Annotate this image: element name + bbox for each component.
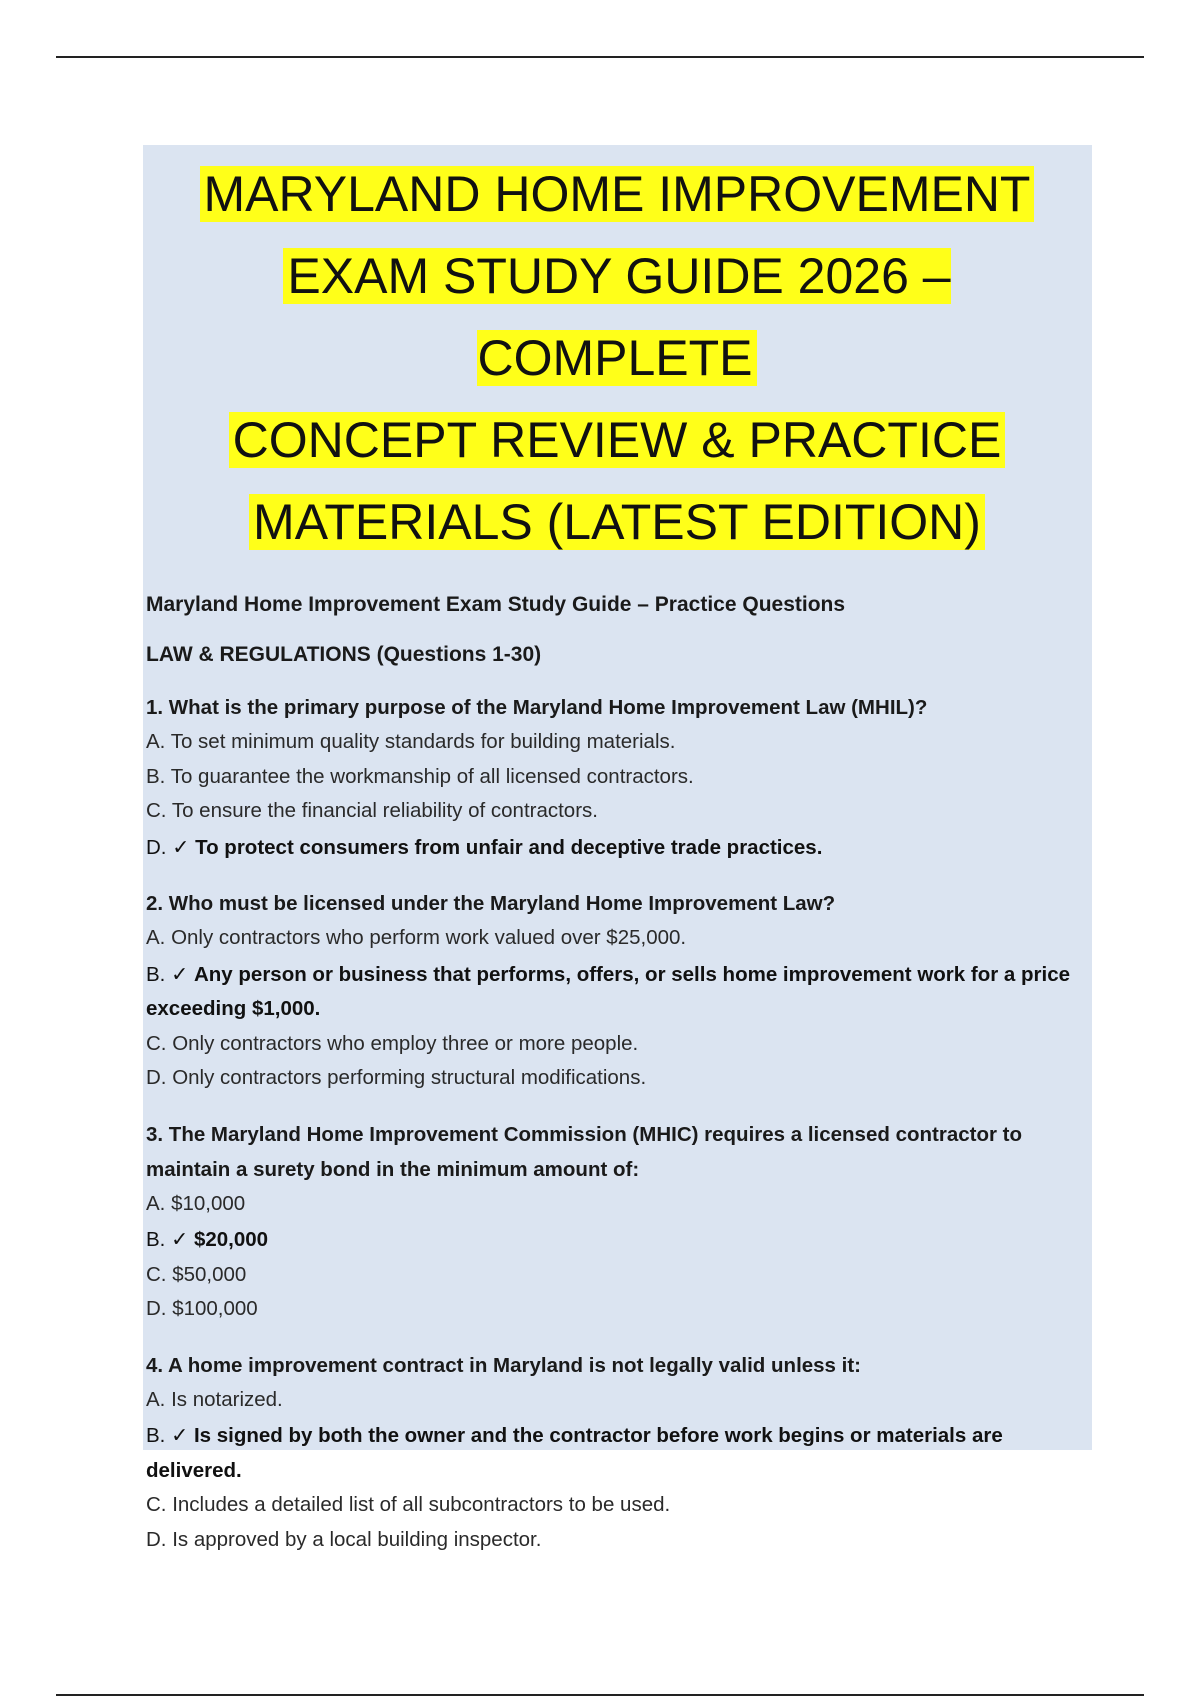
option-letter: C. [146, 1493, 167, 1516]
title-line [146, 399, 1088, 481]
option-letter: B. [146, 962, 166, 986]
option-c [146, 794, 1088, 829]
option-text: Only contractors who employ three or more people. [172, 1031, 639, 1055]
option-text: Includes a detailed list of all subcontractors to be used. [172, 1493, 671, 1516]
option-a [146, 921, 1088, 956]
option-text: $10,000 [171, 1191, 246, 1215]
option-letter: B. [146, 1228, 166, 1251]
option-d-correct [146, 831, 1088, 866]
option-text: Any person or business that performs, offers, or sells home improvement work for a price exceeding $1,000. [146, 962, 1070, 1020]
option-d [146, 1523, 1088, 1558]
question-4 [146, 1348, 1088, 1558]
option-b-correct [146, 1223, 1088, 1258]
bottom-rule [56, 1694, 1144, 1696]
title-line [146, 481, 1088, 563]
option-a [146, 725, 1088, 760]
option-text: $50,000 [172, 1262, 247, 1286]
option-d [146, 1061, 1088, 1096]
question-text: 3. The Maryland Home Improvement Commission (MHIC) requires a licensed contractor to maintain a surety bond in the minimum amount of: [146, 1122, 1022, 1181]
option-text: $20,000 [193, 1228, 269, 1251]
option-text: To ensure the financial reliability of contractors. [171, 799, 598, 822]
option-text: Only contractors performing structural modifications. [172, 1066, 647, 1089]
option-letter: A. [146, 1387, 166, 1411]
option-letter: D. [146, 1297, 167, 1320]
option-letter: D. [146, 1527, 167, 1551]
option-c [146, 1027, 1088, 1062]
question-1 [146, 690, 1088, 865]
top-rule [56, 56, 1144, 58]
option-text: To protect consumers from unfair and deceptive trade practices. [195, 835, 823, 859]
option-letter: C. [146, 1031, 167, 1055]
option-letter: D. [146, 1066, 167, 1089]
option-text: To set minimum quality standards for building materials. [170, 730, 676, 753]
document-heading: Maryland Home Improvement Exam Study Guide – Practice Questions [146, 593, 846, 616]
option-text: Is approved by a local building inspector. [172, 1527, 542, 1551]
checkmark-icon: ✓ [171, 1424, 189, 1447]
title-line-text: MATERIALS (LATEST EDITION) [249, 494, 985, 550]
option-b [146, 760, 1088, 795]
option-text: $100,000 [172, 1297, 258, 1320]
option-letter: A. [146, 730, 166, 753]
option-letter: D. [146, 835, 167, 859]
option-letter: C. [146, 799, 167, 822]
question-text: 2. Who must be licensed under the Maryland Home Improvement Law? [146, 892, 836, 915]
question-text: 1. What is the primary purpose of the Maryland Home Improvement Law (MHIL)? [146, 696, 928, 719]
checkmark-icon: ✓ [171, 962, 189, 986]
option-letter: A. [146, 1191, 166, 1215]
option-a [146, 1187, 1088, 1222]
option-text: Is signed by both the owner and the contractor before work begins or materials are delivered. [146, 1424, 1003, 1482]
title-line-text: CONCEPT REVIEW & PRACTICE [229, 412, 1006, 468]
title-line [146, 235, 1088, 399]
option-text: Only contractors who perform work valued over $25,000. [171, 926, 687, 949]
title-line-text: EXAM STUDY GUIDE 2026 – COMPLETE [283, 248, 950, 386]
question-3 [146, 1117, 1088, 1327]
option-a [146, 1383, 1088, 1418]
option-b-correct [146, 1419, 1088, 1488]
option-letter: B. [146, 1424, 166, 1447]
option-d [146, 1292, 1088, 1327]
question-text: 4. A home improvement contract in Maryland is not legally valid unless it: [146, 1353, 862, 1377]
option-letter: C. [146, 1262, 167, 1286]
option-c [146, 1258, 1088, 1293]
title-line [146, 153, 1088, 235]
question-2 [146, 886, 1088, 1096]
option-b-correct [146, 958, 1088, 1027]
option-text: To guarantee the workmanship of all licensed contractors. [170, 764, 694, 788]
option-letter: B. [146, 764, 166, 788]
option-c [146, 1488, 1088, 1523]
study-guide-panel [143, 145, 1092, 1551]
option-letter: A. [146, 926, 166, 949]
section-heading: LAW & REGULATIONS (Questions 1-30) [146, 643, 542, 666]
title-line-text: MARYLAND HOME IMPROVEMENT [200, 166, 1035, 222]
document-title [146, 153, 1088, 563]
option-text: Is notarized. [171, 1387, 283, 1411]
checkmark-icon: ✓ [172, 835, 190, 859]
checkmark-icon: ✓ [171, 1228, 189, 1251]
